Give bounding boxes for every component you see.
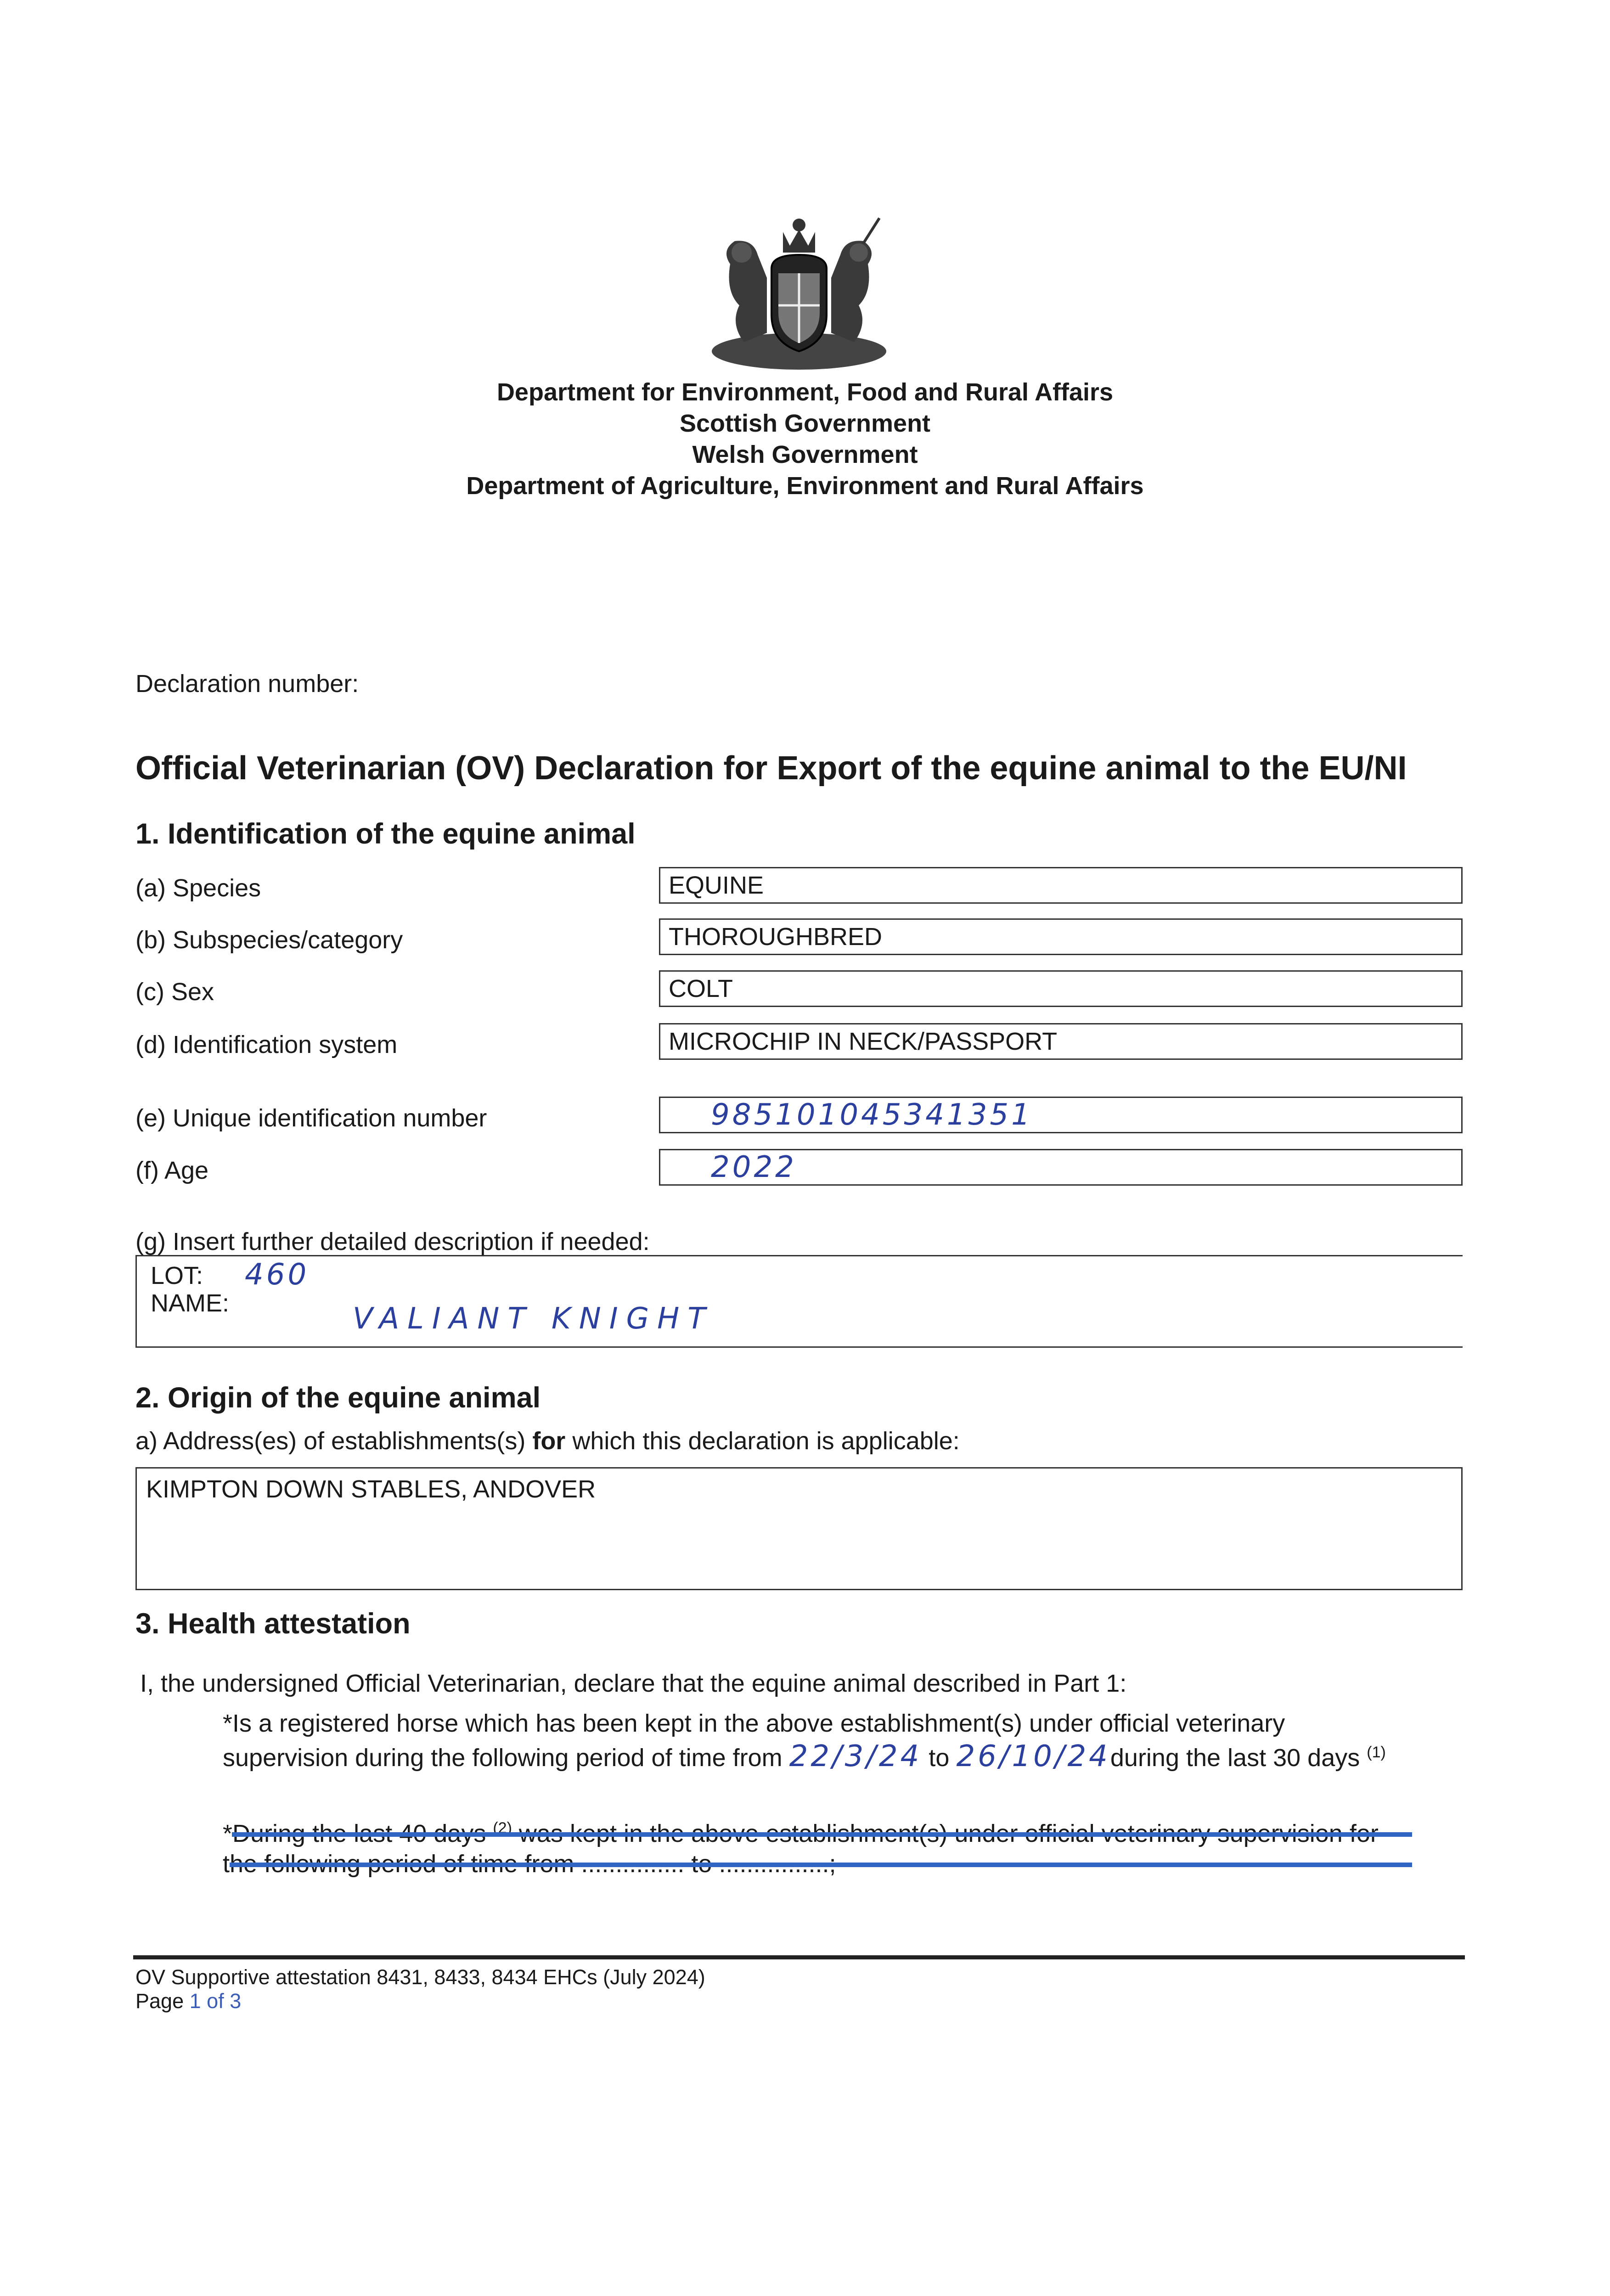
footer-reference: OV Supportive attestation 8431, 8433, 8434 EHCs (July 2024) — [135, 1965, 705, 1989]
species-field: EQUINE — [659, 867, 1463, 904]
section-3-heading: 3. Health attestation — [135, 1608, 411, 1640]
struck-text: *During the last 40 days — [223, 1820, 486, 1847]
pen-strikethrough — [230, 1863, 1412, 1867]
identification-system-label: (d) Identification system — [135, 1031, 398, 1058]
species-label: (a) Species — [135, 874, 261, 902]
page-title: Official Veterinarian (OV) Declaration for Export of the equine animal to the EU/NI — [135, 750, 1407, 787]
description-label: (g) Insert further detailed description if needed: — [135, 1228, 650, 1255]
date-from: 22/3/24 — [789, 1739, 922, 1773]
section-1-heading: 1. Identification of the equine animal — [135, 818, 636, 850]
struck-text: was kept in the above establishment(s) under official veterinary supervision for — [518, 1820, 1379, 1847]
section-2-heading: 2. Origin of the equine animal — [135, 1382, 541, 1414]
royal-coat-of-arms-icon — [703, 214, 895, 372]
name-value: VALIANT KNIGHT — [353, 1302, 714, 1336]
to-text: to — [929, 1744, 950, 1772]
attestation-text: supervision during the following period of time from — [223, 1744, 782, 1772]
attestation-text: during the last 30 days — [1110, 1744, 1360, 1772]
description-box — [135, 1256, 1463, 1348]
sex-field: COLT — [659, 970, 1463, 1007]
date-to: 26/10/24 — [956, 1739, 1110, 1773]
pen-strikethrough — [232, 1832, 1412, 1837]
attestation-period — [223, 1739, 1386, 1773]
page-total: 3 — [230, 1989, 242, 2013]
age-field: 2022 — [659, 1149, 1463, 1186]
sex-label: (c) Sex — [135, 978, 214, 1006]
attestation-intro: I, the undersigned Official Veterinarian, declare that the equine animal described in Part 1: — [140, 1670, 1127, 1697]
origin-intro-text: which this declaration is applicable: — [572, 1427, 960, 1455]
origin-intro-bold: for — [532, 1427, 566, 1455]
footer-divider — [133, 1955, 1465, 1959]
address-field: KIMPTON DOWN STABLES, ANDOVER — [135, 1467, 1463, 1590]
lot-label: LOT: — [151, 1262, 203, 1289]
page-number — [135, 1989, 241, 2013]
name-label: NAME: — [151, 1289, 230, 1317]
department-line: Scottish Government — [679, 410, 931, 437]
unique-id-field: 985101045341351 — [659, 1097, 1463, 1133]
footnote-ref: (1) — [1367, 1744, 1386, 1761]
origin-intro — [135, 1427, 960, 1455]
subspecies-field: THOROUGHBRED — [659, 918, 1463, 955]
lot-value: 460 — [245, 1258, 310, 1292]
identification-system-field: MICROCHIP IN NECK/PASSPORT — [659, 1023, 1463, 1060]
department-line: Department of Agriculture, Environment and Rural Affairs — [466, 472, 1144, 500]
page-current: 1 — [189, 1989, 201, 2013]
declaration-number-label: Declaration number: — [135, 670, 359, 698]
attestation-line: *Is a registered horse which has been kept in the above establishment(s) under official veterinary — [223, 1710, 1285, 1737]
page-of: of — [207, 1989, 224, 2013]
department-line: Welsh Government — [692, 441, 918, 468]
subspecies-label: (b) Subspecies/category — [135, 926, 403, 954]
department-line: Department for Environment, Food and Rural Affairs — [496, 378, 1114, 406]
age-label: (f) Age — [135, 1157, 209, 1184]
footnote-ref: (2) — [493, 1819, 512, 1837]
page-label: Page — [135, 1989, 184, 2013]
struck-clause-line: the following period of time from ............... to ................; — [223, 1850, 836, 1878]
unique-id-label: (e) Unique identification number — [135, 1104, 487, 1132]
origin-intro-text: a) Address(es) of establishments(s) — [135, 1427, 526, 1455]
